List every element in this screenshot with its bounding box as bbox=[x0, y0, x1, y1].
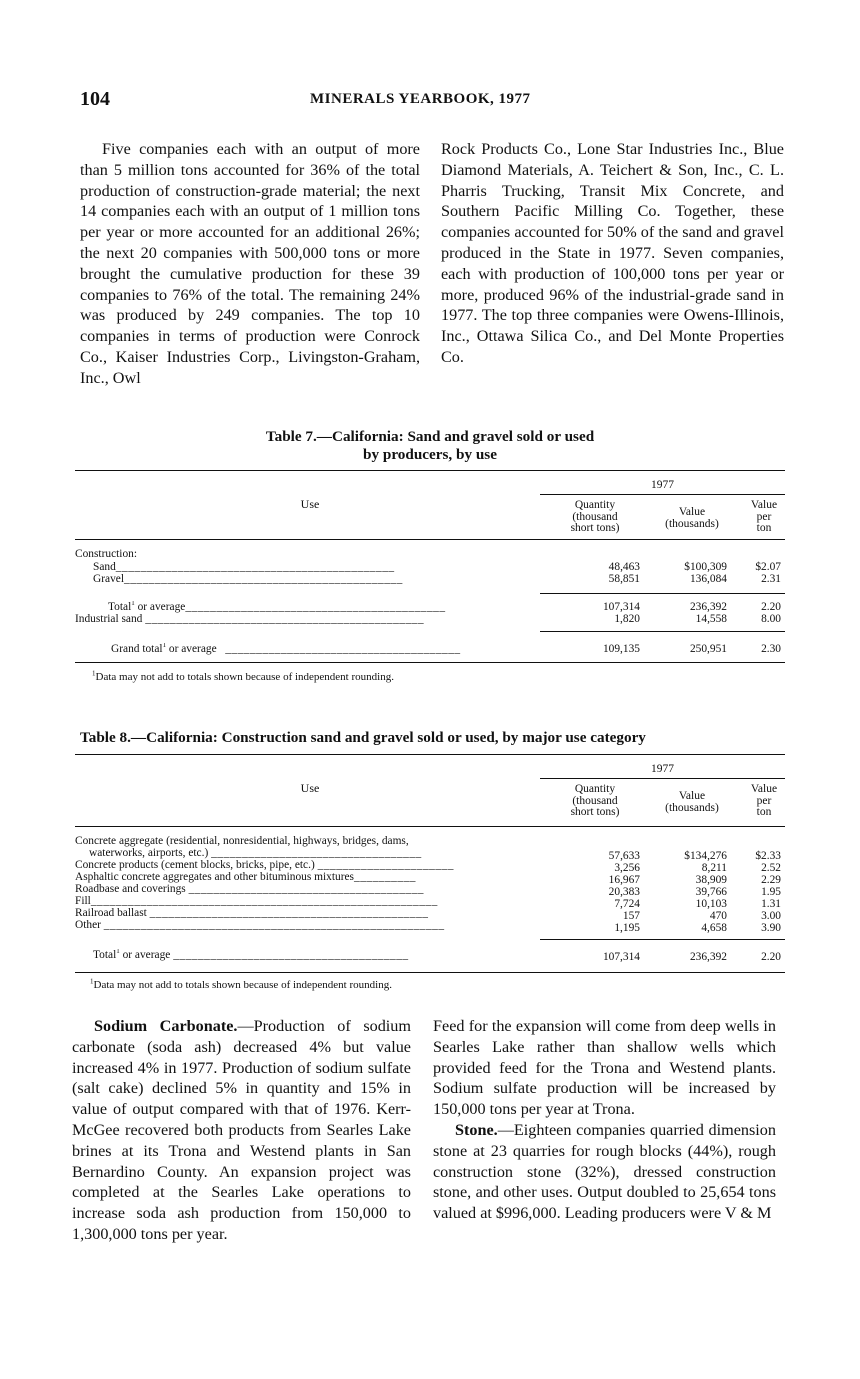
table7 bbox=[75, 470, 785, 670]
running-title: MINERALS YEARBOOK, 1977 bbox=[310, 91, 531, 107]
intro-right-paragraph: Rock Products Co., Lone Star Industries Inc., Blue Diamond Materials, A. Teichert & Son, Inc., C. L. Pharris Trucking, Transit Mix Concrete, and Southern Pacific Milling Co. Together, these companies accounted for 50% of the sand and gravel produced in the State in 1977. Seven companies, each with production of 100,000 tons per year or more, produced 96% of the industrial-grade sand in 1977. The top three companies were Owens-Illinois, Inc., Ottawa Silica Co., and Del Monte Properties Co. bbox=[441, 140, 784, 366]
table7-title bbox=[75, 428, 785, 464]
table7-title-line1: Table 7.—California: Sand and gravel sold or used bbox=[265, 428, 595, 445]
table-row: Grand total$^1$ or average ______________________________________ 109,135 250,951 2.30 bbox=[111, 643, 781, 655]
table-row: Industrial sand _____________________________________________ 1,820 14,558 8.00 bbox=[75, 613, 781, 625]
table7-header-value-per-ton: Value per ton bbox=[750, 499, 778, 534]
table8-footnote: $^1$Data may not add to totals shown because of independent rounding. bbox=[90, 977, 392, 991]
table7-construction-label: Construction: bbox=[75, 548, 138, 560]
table-row: waterworks, airports, etc.) __________________________________ 57,633 $134,276 $2.33 bbox=[89, 847, 781, 862]
table7-footnote: $^1$Data may not add to totals shown because of independent rounding. bbox=[92, 669, 394, 683]
bottom-left-column bbox=[72, 1016, 411, 1245]
intro-left-column bbox=[80, 139, 420, 389]
table8-header-use: Use bbox=[300, 781, 320, 795]
table7-title-line2: by producers, by use bbox=[363, 446, 497, 463]
table8-header-value-per-ton: Value per ton bbox=[750, 783, 778, 818]
feed-paragraph: Feed for the expansion will come from deep wells in Searles Lake rather than shallow wells which provided feed for the Trona and Westend plants. Sodium sulfate production will be increased by 150,000 tons per year at Trona. bbox=[433, 1017, 776, 1119]
table7-header-value: Value (thousands) bbox=[665, 506, 719, 530]
table-row: Roadbase and coverings ______________________________________ 20,383 39,766 1.95 bbox=[75, 883, 781, 898]
table-row: Concrete products (cement blocks, bricks, pipe, etc.) ______________________ 3,256 8,211 2.52 bbox=[75, 859, 781, 874]
table8-header-value: Value (thousands) bbox=[665, 790, 719, 814]
intro-right-column bbox=[441, 139, 784, 368]
table-row: Other _______________________________________________________ 1,195 4,658 3.90 bbox=[75, 919, 781, 934]
intro-left-paragraph: Five companies each with an output of more than 5 million tons accounted for 36% of the total production of construction-grade material; the next 14 companies each with an output of 1 million tons per year or more accounted for an additional 26%; the next 20 companies with 500,000 tons or more brought the cumulative production for these 39 companies to 76% of the total. The remaining 24% was produced by 249 companies. The top 10 companies in terms of production were Conrock Co., Kaiser Industries Corp., Livingston-Graham, Inc., Owl bbox=[80, 140, 420, 387]
table8-first-label-line1: Concrete aggregate (residential, nonresidential, highways, bridges, dams, bbox=[75, 835, 409, 847]
table7-header-year: 1977 bbox=[651, 479, 674, 491]
table8 bbox=[75, 754, 785, 976]
table-row: Gravel_____________________________________________ 58,851 136,084 2.31 bbox=[93, 573, 781, 585]
row-label: Gravel bbox=[93, 573, 124, 585]
table-row: Railroad ballast _____________________________________________ 157 470 3.00 bbox=[75, 907, 781, 922]
page-number: 104 bbox=[80, 88, 110, 110]
table-row: Total$^1$ or average__________________________________________ 107,314 236,392 2.20 bbox=[108, 601, 781, 613]
table7-header-use: Use bbox=[300, 497, 320, 511]
table-row: Fill________________________________________________________ 7,724 10,103 1.31 bbox=[75, 895, 781, 910]
row-label: Sand bbox=[93, 561, 116, 573]
table8-title: Table 8.—California: Construction sand and gravel sold or used, by major use category bbox=[80, 729, 646, 746]
table-row: Total$^1$ or average ______________________________________ 107,314 236,392 2.20 bbox=[93, 949, 781, 963]
table8-header-year: 1977 bbox=[651, 763, 674, 775]
table8-header-quantity: Quantity (thousand short tons) bbox=[570, 783, 620, 818]
table7-header-quantity: Quantity (thousand short tons) bbox=[570, 499, 620, 534]
sodium-carbonate-paragraph: Sodium Carbonate.—Production of sodium carbonate (soda ash) decreased 4% but value increased 4% in 1977. Production of sodium sulfate (salt cake) declined 5% in quantity and 15% in value of output compared with that of 1976. Kerr-McGee recovered both products from Searles Lake brines at its Trona and Westend plants in San Bernardino County. An expansion project was completed at the Searles Lake operations to increase soda ash production from 150,000 to 1,300,000 tons per year. bbox=[72, 1017, 411, 1243]
stone-paragraph: Stone.—Eighteen companies quarried dimension stone at 23 quarries for rough blocks (44%), rough construction stone (32%), dressed construction stone, and other uses. Output doubled to 25,654 tons valued at $996,000. Leading producers were V & M bbox=[433, 1120, 776, 1223]
table-row: Sand_____________________________________________ 48,463 $100,309 $2.07 bbox=[93, 561, 781, 573]
bottom-right-column bbox=[433, 1016, 776, 1224]
table-row: Asphaltic concrete aggregates and other bituminous mixtures__________ 16,967 38,909 2.29 bbox=[75, 871, 781, 886]
